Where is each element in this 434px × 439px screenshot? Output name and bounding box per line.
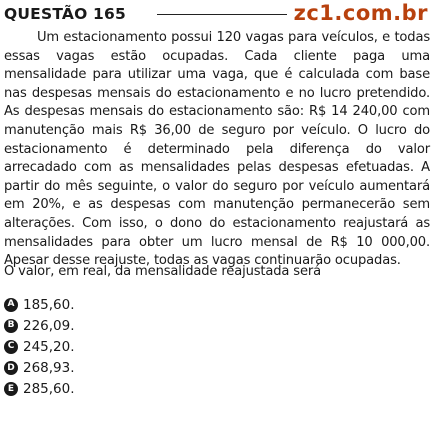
option-e[interactable] (4, 379, 304, 400)
option-c-letter-icon: C (4, 340, 18, 354)
option-a-text: 185,60. (23, 296, 75, 313)
option-a[interactable] (4, 294, 304, 315)
option-c[interactable] (4, 336, 304, 357)
option-b[interactable] (4, 315, 304, 336)
option-d-text: 268,93. (23, 360, 75, 377)
brand-watermark: zc1.com.br (293, 1, 428, 25)
question-prompt: O valor, em real, da mensalidade reajustada será (4, 264, 321, 279)
question-stem (4, 29, 430, 271)
option-a-letter-icon: A (4, 298, 18, 312)
option-e-text: 285,60. (23, 381, 75, 398)
option-c-text: 245,20. (23, 338, 75, 355)
header-rule (157, 14, 287, 15)
question-label: QUESTÃO 165 (4, 5, 127, 23)
question-header (4, 3, 430, 25)
answer-options (4, 294, 304, 400)
option-b-letter-icon: B (4, 319, 18, 333)
stem-text: Um estacionamento possui 120 vagas para veículos, e todas essas vagas estão ocupadas. Cada cliente paga uma mensalidade para utilizar uma vaga, que é calculada com base nas despesas mensais do estacionamento e no lucro pretendido. As despesas mensais do estacionamento são: R$ 14 240,00 com manutenção mais R$ 36,00 de seguro por veículo. O lucro do estacionamento é determinado pela diferença do valor arrecadado com as mensalidades pelas despesas efetuadas. A partir do mês seguinte, o valor do seguro por veículo aumentará em 20%, e as despesas com manutenção permanecerão sem alterações. Com isso, o dono do estacionamento reajustará as mensalidades para obter um lucro mensal de R$ 10 000,00. Apesar desse reajuste, todas as vagas continuarão ocupadas. (4, 30, 430, 269)
option-d-letter-icon: D (4, 361, 18, 375)
option-d[interactable] (4, 358, 304, 379)
option-e-letter-icon: E (4, 382, 18, 396)
option-b-text: 226,09. (23, 317, 75, 334)
